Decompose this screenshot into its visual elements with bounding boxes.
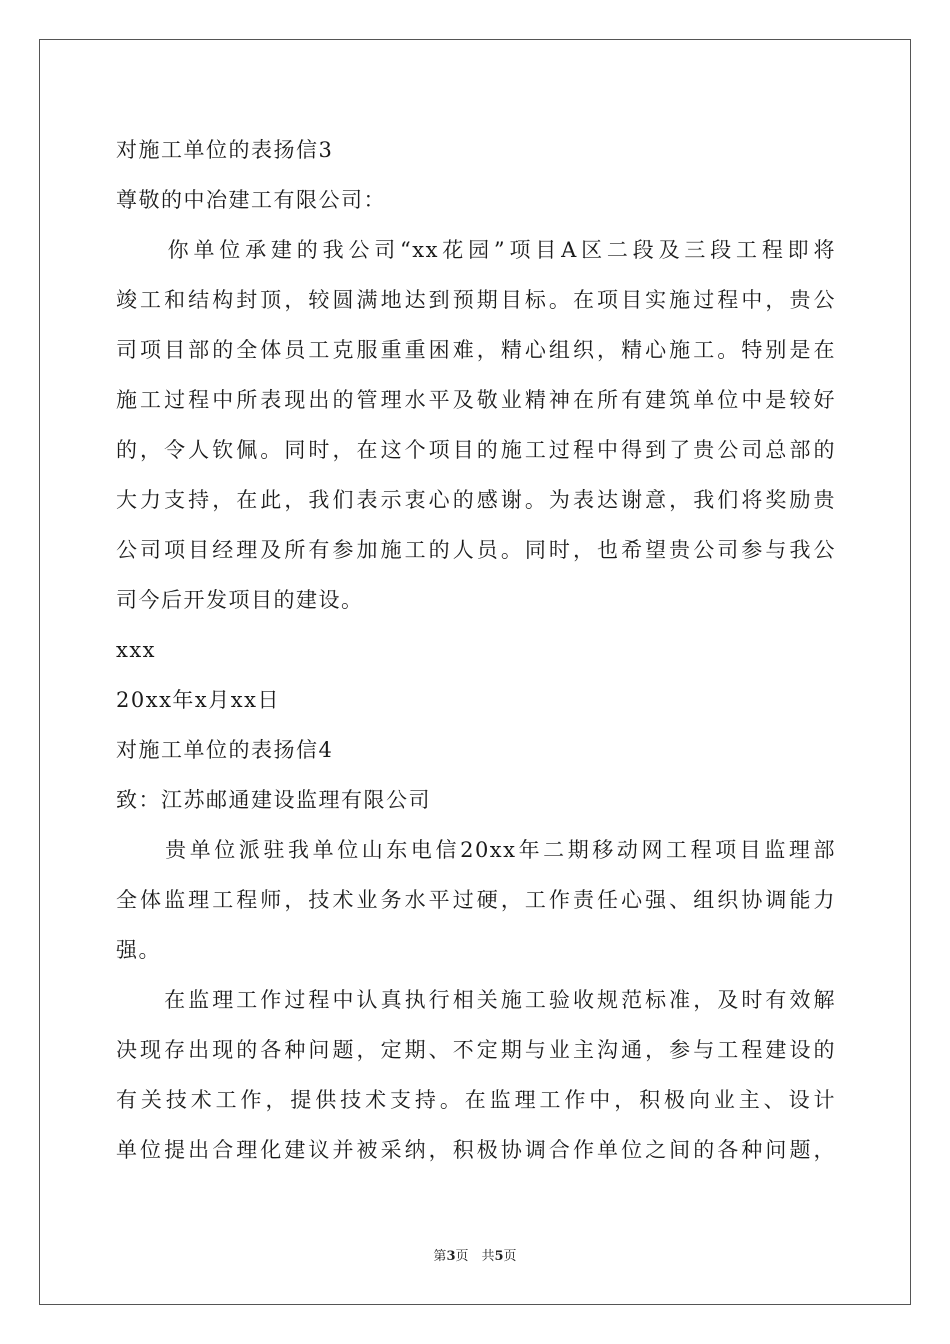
paragraph-line: 司项目部的全体员工克服重重困难，精心组织，精心施工。特别是在 bbox=[116, 338, 836, 362]
paragraph-line: 在监理工作过程中认真执行相关施工验收规范标准，及时有效解 bbox=[116, 988, 836, 1012]
page-suffix: 页 bbox=[503, 1249, 517, 1264]
paragraph-line: 施工过程中所表现出的管理水平及敬业精神在所有建筑单位中是较好 bbox=[116, 388, 836, 412]
paragraph-line: 强。 bbox=[116, 938, 161, 962]
page-prefix: 第 bbox=[433, 1249, 447, 1264]
paragraph-line: 决现存出现的各种问题，定期、不定期与业主沟通，参与工程建设的 bbox=[116, 1038, 836, 1062]
paragraph-line: 全体监理工程师，技术业务水平过硬，工作责任心强、组织协调能力 bbox=[116, 888, 836, 912]
paragraph-line: 竣工和结构封顶，较圆满地达到预期目标。在项目实施过程中，贵公 bbox=[116, 288, 836, 312]
page-number-footer bbox=[0, 1249, 950, 1265]
paragraph-line: 有关技术工作，提供技术支持。在监理工作中，积极向业主、设计 bbox=[116, 1088, 836, 1112]
letter-title-3: 对施工单位的表扬信3 bbox=[116, 138, 334, 162]
paragraph-line: 单位提出合理化建议并被采纳，积极协调合作单位之间的各种问题， bbox=[116, 1138, 836, 1162]
paragraph-line: 你单位承建的我公司“xx花园”项目A区二段及三段工程即将 bbox=[116, 238, 836, 262]
salutation-line: 致：江苏邮通建设监理有限公司 bbox=[116, 788, 431, 812]
date-line: 20xx年x月xx日 bbox=[116, 688, 280, 712]
paragraph-line: 公司项目经理及所有参加施工的人员。同时，也希望贵公司参与我公 bbox=[116, 538, 836, 562]
paragraph-line: 的，令人钦佩。同时，在这个项目的施工过程中得到了贵公司总部的 bbox=[116, 438, 836, 462]
paragraph-line: 司今后开发项目的建设。 bbox=[116, 588, 364, 612]
paragraph-line: 大力支持，在此，我们表示衷心的感谢。为表达谢意，我们将奖励贵 bbox=[116, 488, 836, 512]
salutation-line: 尊敬的中冶建工有限公司： bbox=[116, 188, 386, 212]
current-page-number: 3 bbox=[446, 1249, 456, 1264]
signature-line: xxx bbox=[116, 638, 157, 662]
paragraph-line: 贵单位派驻我单位山东电信20xx年二期移动网工程项目监理部 bbox=[116, 838, 836, 862]
page-mid: 页 共 bbox=[455, 1249, 495, 1264]
page-frame bbox=[39, 39, 911, 1305]
total-page-number: 5 bbox=[494, 1249, 504, 1264]
letter-title-4: 对施工单位的表扬信4 bbox=[116, 738, 334, 762]
